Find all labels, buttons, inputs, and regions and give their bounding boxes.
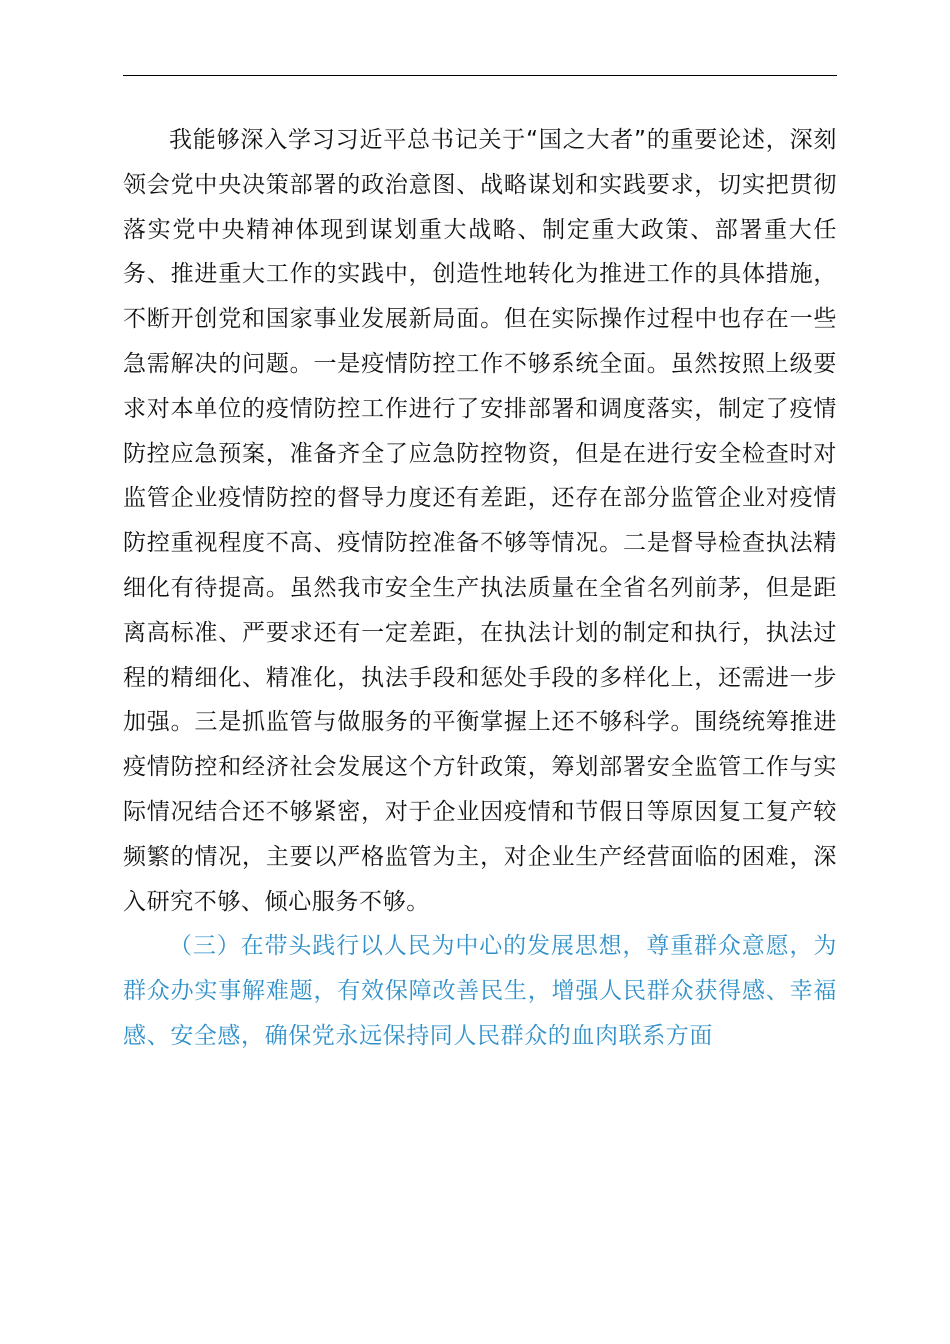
header-rule xyxy=(123,75,837,76)
document-content xyxy=(123,118,837,1059)
body-paragraph: 我能够深入学习习近平总书记关于“国之大者”的重要论述，深刻领会党中央决策部署的政治意图、战略谋划和实践要求，切实把贯彻落实党中央精神体现到谋划重大战略、制定重大政策、部署重大任务、推进重大工作的实践中，创造性地转化为推进工作的具体措施，不断开创党和国家事业发展新局面。但在实际操作过程中也存在一些急需解决的问题。一是疫情防控工作不够系统全面。虽然按照上级要求对本单位的疫情防控工作进行了安排部署和调度落实，制定了疫情防控应急预案，准备齐全了应急防控物资，但是在进行安全检查时对监管企业疫情防控的督导力度还有差距，还存在部分监管企业对疫情防控重视程度不高、疫情防控准备不够等情况。二是督导检查执法精细化有待提高。虽然我市安全生产执法质量在全省名列前茅，但是距离高标准、严要求还有一定差距，在执法计划的制定和执行，执法过程的精细化、精准化，执法手段和惩处手段的多样化上，还需进一步加强。三是抓监管与做服务的平衡掌握上还不够科学。围绕统筹推进疫情防控和经济社会发展这个方针政策，筹划部署安全监管工作与实际情况结合还不够紧密，对于企业因疫情和节假日等原因复工复产较频繁的情况，主要以严格监管为主，对企业生产经营面临的困难，深入研究不够、倾心服务不够。 xyxy=(123,127,837,915)
section-heading: （三）在带头践行以人民为中心的发展思想，尊重群众意愿，为群众办实事解难题，有效保障改善民生，增强人民群众获得感、幸福感、安全感，确保党永远保持同人民群众的血肉联系方面 xyxy=(123,933,837,1049)
